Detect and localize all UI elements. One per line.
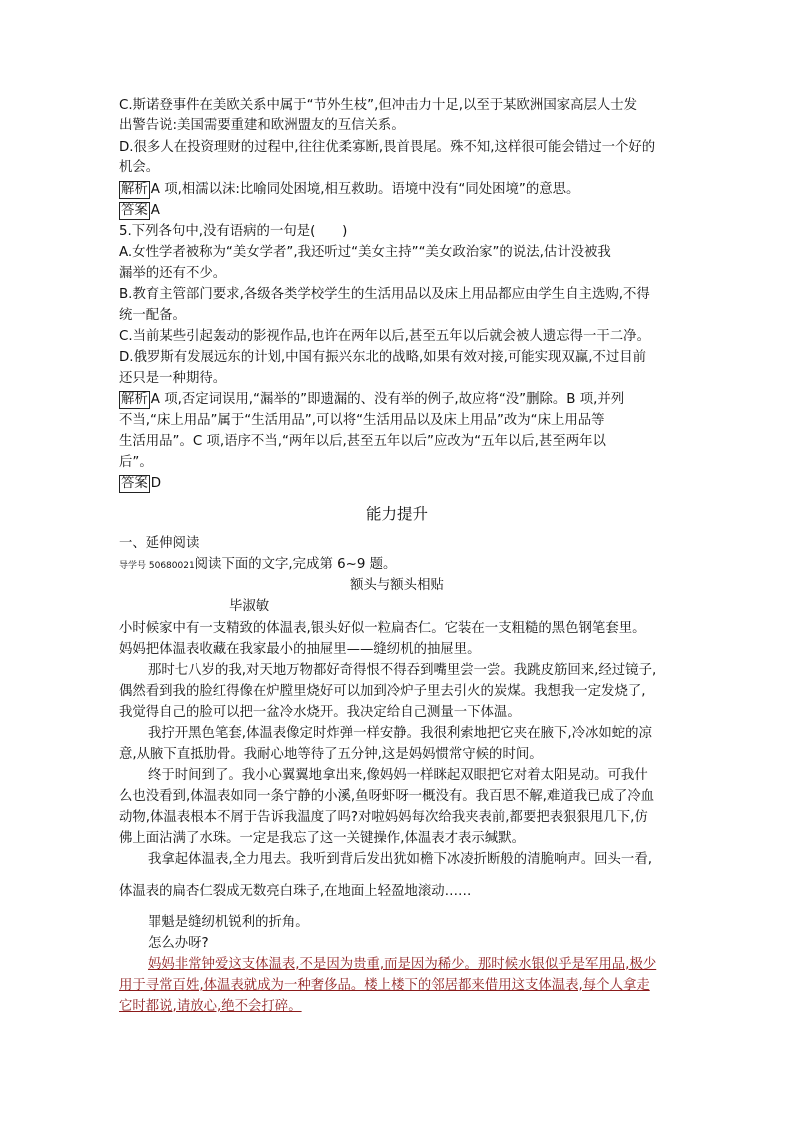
q5-option-b-line-1: B.教育主管部门要求,各级各类学校学生的生活用品以及床上用品都应由学生自主选购,不得 — [119, 287, 650, 302]
article-title: 额头与额头相贴 — [350, 578, 444, 593]
article-line-7: 意,从腋下直抵肋骨。我耐心地等待了五分钟,这是妈妈惯常守候的时间。 — [119, 747, 543, 762]
article-line-15: 怎么办呀? — [148, 936, 209, 951]
q5-option-d-line-1: D.俄罗斯有发展远东的计划,中国有振兴东北的战略,如果有效对接,可能实现双赢,不过目前 — [119, 350, 647, 365]
article-line-5: 我觉得自己的脸可以把一盆冷水烧开。我决定给自己测量一下体温。 — [119, 705, 521, 720]
article-line-6: 我拧开黑色笔套,体温表像定时炸弹一样安静。我很利索地把它夹在腋下,冷冰如蛇的凉 — [148, 726, 652, 741]
analysis-tag: 解析 — [121, 182, 148, 197]
option-d-line-2: 机会。 — [119, 160, 160, 175]
highlighted-line-2: 用于寻常百姓,体温表就成为一种奢侈品。楼上楼下的邻居都来借用这支体温表,每个人拿走 — [119, 978, 650, 993]
article-line-11: 佛上面沾满了水珠。一定是我忘了这一关键操作,体温表才表示缄默。 — [119, 831, 525, 846]
article-line-2: 妈妈把体温表收藏在我家最小的抽屉里——缝纫机的抽屉里。 — [119, 642, 481, 657]
q5-option-d-line-2: 还只是一种期待。 — [119, 371, 227, 386]
q5-option-c: C.当前某些引起轰动的影视作品,也许在两年以后,甚至五年以后就会被人遗忘得一干二净。 — [119, 329, 650, 344]
article-line-14: 罪魁是缝纫机锐利的折角。 — [148, 915, 309, 930]
q5-analysis-line-3: 生活用品”。C 项,语序不当,“两年以后,甚至五年以后”应改为“五年以后,甚至两年以 — [119, 434, 606, 449]
highlighted-line-1: 妈妈非常钟爱这支体温表,不是因为贵重,而是因为稀少。那时候水银似乎是军用品,极少 — [148, 957, 657, 972]
q5-option-b-line-2: 统一配备。 — [119, 308, 186, 323]
article-line-8: 终于时间到了。我小心翼翼地拿出来,像妈妈一样眯起双眼把它对着太阳晃动。可我什 — [148, 768, 648, 783]
guide-number: 导学号 50680021 — [119, 561, 195, 571]
q5-option-a-line-1: A.女性学者被称为“美女学者”,我还听过“美女主持”“美女政治家”的说法,估计没被我 — [119, 245, 611, 260]
q5-answer — [119, 474, 161, 494]
article-line-10: 动物,体温表根本不屑于告诉我温度了吗?对啦妈妈每次给我夹表前,都要把表狠狠甩几下,仿 — [119, 810, 648, 825]
q5-analysis-line-2: 不当,“床上用品”属于“生活用品”,可以将“生活用品以及床上用品”改为“床上用品等 — [119, 413, 605, 428]
q4-answer-text: A — [150, 203, 160, 218]
article-line-1: 小时候家中有一支精致的体温表,银头好似一粒扁杏仁。它装在一支粗糙的黑色钢笔套里。 — [119, 621, 646, 636]
section-title: 能力提升 — [365, 505, 428, 523]
article-author: 毕淑敏 — [229, 599, 270, 614]
q4-analysis-text: A 项,相濡以沫:比喻同处困境,相互救助。语境中没有“同处困境”的意思。 — [150, 182, 580, 197]
analysis-tag: 解析 — [121, 392, 148, 407]
highlighted-line-3: 它时都说,请放心,绝不会打碎。 — [119, 999, 302, 1014]
article-line-9: 么也没看到,体温表如同一条宁静的小溪,鱼呀虾呀一概没有。我百思不解,难道我已成了冷血 — [119, 789, 655, 804]
guide-line — [119, 555, 396, 576]
option-c-line-1: C.斯诺登事件在美欧关系中属于“节外生枝”,但冲击力十足,以至于某欧洲国家高层人士发 — [119, 98, 638, 113]
answer-tag: 答案 — [121, 203, 148, 218]
part-heading: 一、延伸阅读 — [119, 536, 200, 551]
article-line-12: 我拿起体温表,全力甩去。我听到背后发出犹如檐下冰凌折断般的清脆响声。回头一看, — [148, 852, 652, 867]
q5-analysis-line-4: 后”。 — [119, 455, 153, 470]
guide-instruction: 阅读下面的文字,完成第 6~9 题。 — [194, 557, 397, 572]
option-d-line-1: D.很多人在投资理财的过程中,往往优柔寡断,畏首畏尾。殊不知,这样很可能会错过一个好的 — [119, 140, 656, 155]
article-line-3: 那时七八岁的我,对天地万物都好奇得恨不得吞到嘴里尝一尝。我跳皮筋回来,经过镜子, — [148, 663, 657, 678]
option-c-line-2: 出警告说:美国需要重建和欧洲盟友的互信关系。 — [119, 118, 405, 133]
q5-answer-text: D — [150, 476, 162, 491]
article-line-4: 偶然看到我的脸红得像在炉膛里烧好可以加到冷炉子里去引火的炭煤。我想我一定发烧了, — [119, 684, 646, 699]
answer-tag: 答案 — [121, 476, 148, 491]
q5-stem: 5.下列各句中,没有语病的一句是( ) — [119, 224, 348, 239]
q4-analysis — [119, 180, 579, 200]
q5-analysis — [119, 390, 624, 410]
q5-option-a-line-2: 漏举的还有不少。 — [119, 266, 227, 281]
q4-answer — [119, 201, 160, 221]
q5-analysis-line-1: A 项,否定词误用,“漏举的”即遗漏的、没有举的例子,故应将“没”删除。B 项,并列 — [150, 392, 625, 407]
article-line-13: 体温表的扁杏仁裂成无数亮白珠子,在地面上轻盈地滚动…… — [119, 884, 472, 899]
